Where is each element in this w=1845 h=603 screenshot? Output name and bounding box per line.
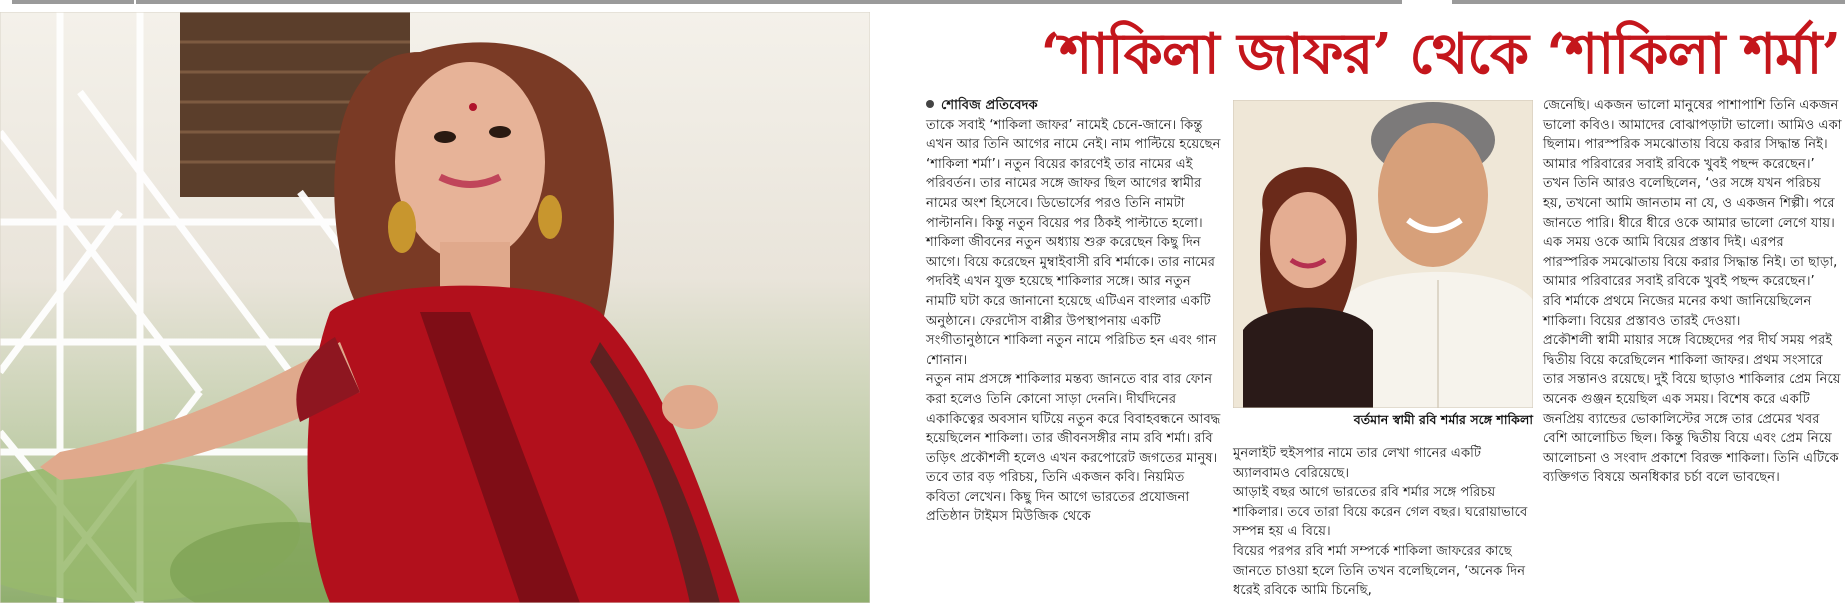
paragraph: শাকিলা জীবনের নতুন অধ্যায় শুরু করেছেন কিছু দিন আগে। বিয়ে করেছেন মুম্বাইবাসী রবি শর্মাকে। তার নামের পদবিই এখন যুক্ত হয়েছে শাকিলার সঙ্গে। আর নতুন নামটি ঘটা করে জানানো হয়েছে এটিএন বাংলার একটি অনুষ্ঠানে। ফেরদৌস বাপ্পীর উপস্থাপনায় একটি সংগীতানুষ্ঠানে শাকিলা নতুন নামে পরিচিত হন এবং গান শোনান। <box>926 235 1217 368</box>
main-photo <box>0 12 870 603</box>
couple-photo-illustration <box>1233 100 1533 408</box>
top-rule-right <box>1452 0 1845 4</box>
article-column-1 <box>926 96 1221 527</box>
paragraph: তাকে সবাই ‘শাকিলা জাফর’ নামেই চেনে-জানে। কিন্তু এখন আর তিনি আগের নামে নেই। নাম পাল্টিয়ে হয়েছেন ‘শাকিলা শর্মা’। নতুন বিয়ের কারণেই তার নামের এই পরিবর্তন। তার নামের সঙ্গে জাফর ছিল আগের স্বামীর নামের অংশ হিসেবে। ডিভোর্সের পরও তিনি নামটা পাল্টাননি। কিন্তু নতুন বিয়ের পর ঠিকই পাল্টাতে হলো। <box>926 117 1221 231</box>
bullet-icon <box>926 100 934 108</box>
photo-caption: বর্তমান স্বামী রবি শর্মার সঙ্গে শাকিলা <box>1353 412 1533 427</box>
paragraph: আড়াই বছর আগে ভারতের রবি শর্মার সঙ্গে পরিচয় শাকিলার। তবে তারা বিয়ে করেন গেল বছর। ঘরোয়াভাবে সম্পন্ন হয় এ বিয়ে। <box>1233 485 1528 540</box>
paragraph: রবি শর্মাকে প্রথমে নিজের মনের কথা জানিয়েছিলেন শাকিলা। বিয়ের প্রস্তাবও তারই দেওয়া। <box>1543 293 1812 329</box>
byline-text: শোবিজ প্রতিবেদক <box>941 98 1038 113</box>
article-column-2 <box>1233 444 1533 601</box>
paragraph: জেনেছি। একজন ভালো মানুষের পাশাপাশি তিনি একজন ভালো কবিও। আমাদের বোঝাপড়াটা ভালো। আমিও একা ছিলাম। পারস্পরিক সমঝোতায় বিয়ে করার সিদ্ধান্ত নিই। আমার পরিবারের সবাই রবিকে খুবই পছন্দ করেছেন।’ তখন তিনি আরও বলেছিলেন, ‘ওর সঙ্গে যখন পরিচয় হয়, তখনো আমি জানতাম না যে, ও একজন শিল্পী। পরে জানতে পারি। ধীরে ধীরে ওকে আমার ভালো লেগে যায়। এক সময় ওকে আমি বিয়ের প্রস্তাব দিই। এরপর পারস্পরিক সমঝোতায় বিয়ে করার সিদ্ধান্ত নিই। তা ছাড়া, আমার পরিবারের সবাই রবিকে খুবই পছন্দ করেছেন।’ <box>1543 98 1842 290</box>
headline: ‘শাকিলা জাফর’ থেকে ‘শাকিলা শর্মা’ <box>1040 21 1840 87</box>
singer-portrait-illustration <box>0 12 870 603</box>
article-column-3 <box>1543 96 1843 488</box>
paragraph: নতুন নাম প্রসঙ্গে শাকিলার মন্তব্য জানতে বার বার ফোন করা হলেও তিনি কোনো সাড়া দেননি। দীর্ঘদিনের একাকিত্বের অবসান ঘটিয়ে নতুন করে বিবাহবন্ধনে আবদ্ধ হয়েছিলেন শাকিলা। তার জীবনসঙ্গীর নাম রবি শর্মা। রবি তড়িৎ প্রকৌশলী হলেও এখন করপোরেট জগতের মানুষ। তবে তার বড় পরিচয়, তিনি একজন কবি। নিয়মিত কবিতা লেখেন। কিছু দিন আগে ভারতের প্রযোজনা প্রতিষ্ঠান টাইমস মিউজিক থেকে <box>926 372 1221 525</box>
paragraph: মুনলাইট হুইসপার নামে তার লেখা গানের একটি অ্যালবামও বেরিয়েছে। <box>1233 446 1482 481</box>
byline <box>926 96 1221 116</box>
inset-photo <box>1233 100 1533 408</box>
paragraph: প্রকৌশলী স্বামী মায়ার সঙ্গে বিচ্ছেদের পর দীর্ঘ সময় পরই দ্বিতীয় বিয়ে করেছিলেন শাকিলা জাফর। প্রথম সংসারে তার সন্তানও রয়েছে। দুই বিয়ে ছাড়াও শাকিলার প্রেম নিয়ে অনেক গুঞ্জন হয়েছিল এক সময়। বিশেষ করে একটি জনপ্রিয় ব্যান্ডের ভোকালিস্টের সঙ্গে তার প্রেমের খবর বেশি আলোচিত ছিল। কিন্তু দ্বিতীয় বিয়ে এবং প্রেম নিয়ে আলোচনা ও সংবাদ প্রকাশে বিরক্ত শাকিলা। তিনি এটিকে ব্যক্তিগত বিষয়ে অনধিকার চর্চা বলে ভাবছেন। <box>1543 333 1841 486</box>
paragraph: বিয়ের পরপর রবি শর্মা সম্পর্কে শাকিলা জাফরের কাছে জানতে চাওয়া হলে তিনি তখন বলেছিলেন, ‘অনেক দিন ধরেই রবিকে আমি চিনেছি, <box>1233 543 1526 599</box>
top-rule-middle <box>136 0 1402 4</box>
top-rule-left <box>12 0 134 4</box>
